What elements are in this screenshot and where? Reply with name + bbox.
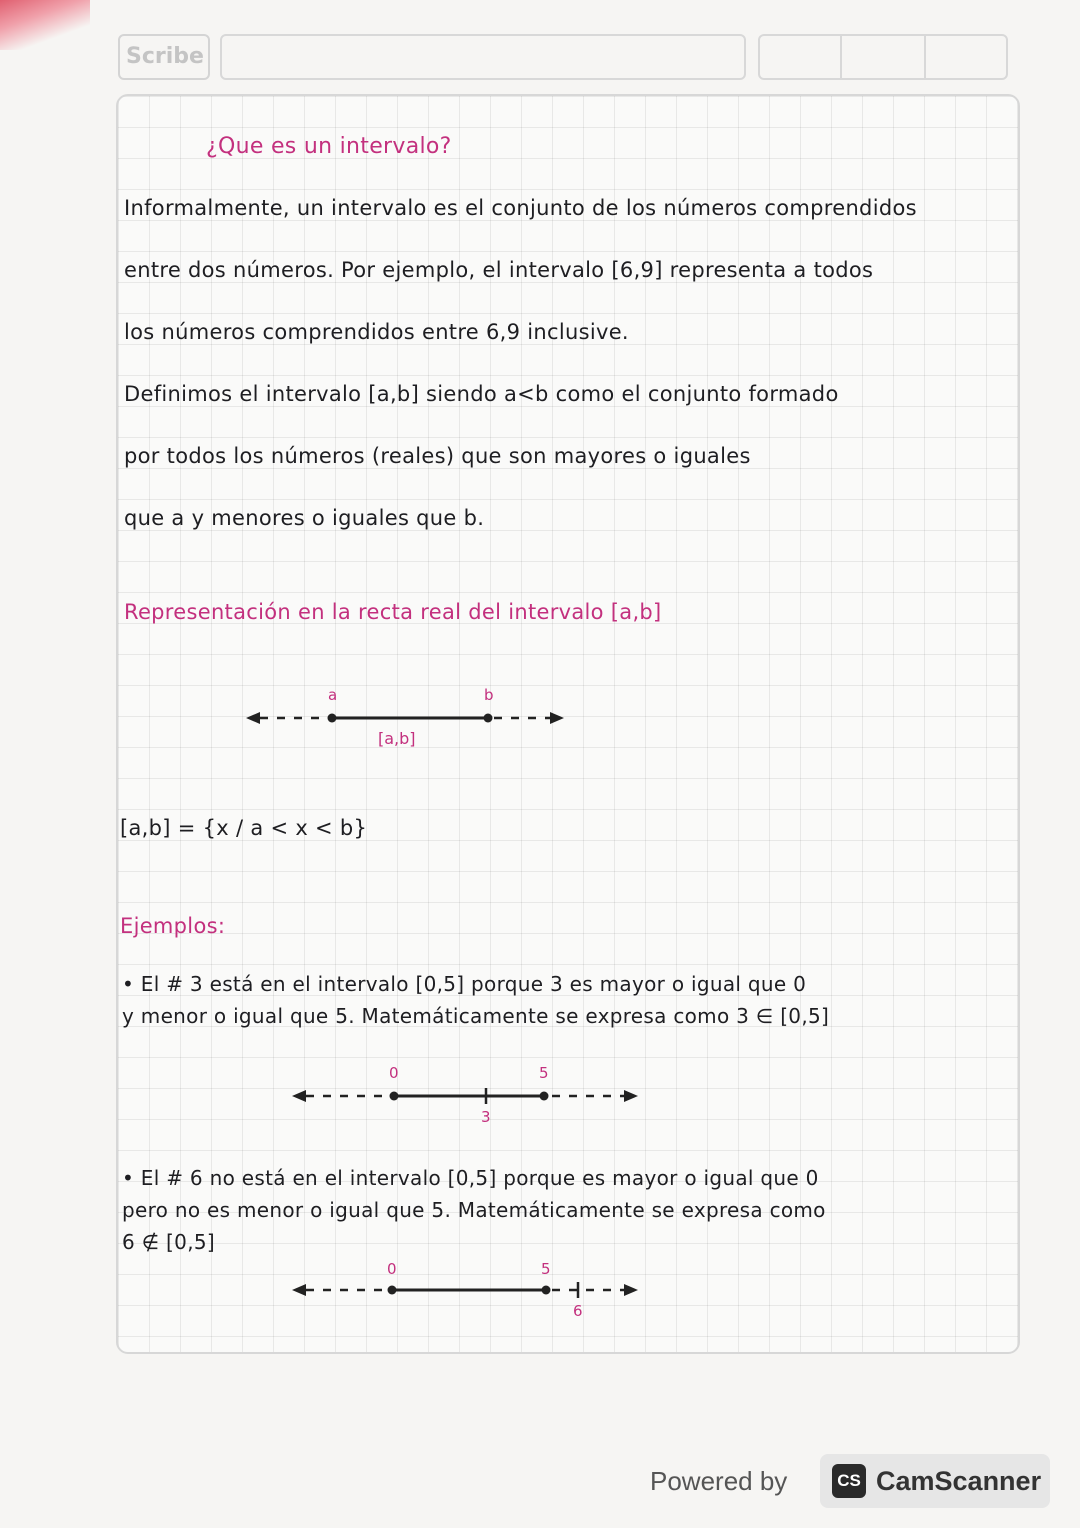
number-line-example2 (290, 1256, 650, 1328)
label-5: 5 (541, 1260, 551, 1278)
label-6: 6 (573, 1302, 583, 1320)
label-5: 5 (539, 1064, 549, 1082)
label-0: 0 (389, 1064, 399, 1082)
label-3: 3 (481, 1108, 491, 1126)
paragraph2-line2: por todos los números (reales) que son mayores o iguales (124, 444, 751, 468)
camscanner-logo-icon: CS (832, 1464, 866, 1498)
example2-line3: 6 ∉ [0,5] (122, 1230, 215, 1254)
title-field (220, 34, 746, 80)
camscanner-badge (820, 1454, 1050, 1508)
corner-decoration (0, 0, 90, 50)
date-field (758, 34, 1008, 80)
label-a: a (328, 686, 338, 704)
brand-logo: Scribe (118, 34, 210, 80)
label-interval: [a,b] (378, 729, 416, 748)
paragraph1-line3: los números comprendidos entre 6,9 inclusive. (124, 320, 629, 344)
examples-title: Ejemplos: (120, 914, 226, 938)
example1-line1: • El # 3 está en el intervalo [0,5] porque 3 es mayor o igual que 0 (122, 972, 807, 996)
notebook-page (116, 94, 1020, 1354)
paragraph2-line3: que a y menores o iguales que b. (124, 506, 485, 530)
label-0: 0 (387, 1260, 397, 1278)
paragraph2-line1: Definimos el intervalo [a,b] siendo a<b como el conjunto formado (124, 382, 839, 406)
paragraph1-line2: entre dos números. Por ejemplo, el intervalo [6,9] representa a todos (124, 258, 874, 282)
paragraph1-line1: Informalmente, un intervalo es el conjunto de los números comprendidos (124, 196, 917, 220)
number-line-ab (244, 676, 574, 746)
example2-line2: pero no es menor o igual que 5. Matemáticamente se expresa como (122, 1198, 826, 1222)
example2-line1: • El # 6 no está en el intervalo [0,5] porque es mayor o igual que 0 (122, 1166, 819, 1190)
label-b: b (484, 686, 494, 704)
camscanner-watermark (650, 1454, 1050, 1508)
powered-by-text: Powered by (650, 1466, 788, 1496)
set-notation: [a,b] = {x / a < x < b} (120, 816, 368, 840)
example1-line2: y menor o igual que 5. Matemáticamente se expresa como 3 ∈ [0,5] (122, 1004, 830, 1028)
page-header (118, 34, 1008, 80)
number-line-example1 (290, 1058, 650, 1128)
representation-title: Representación en la recta real del intervalo [a,b] (124, 600, 662, 624)
page-title: ¿Que es un intervalo? (206, 134, 452, 159)
camscanner-brand: CamScanner (876, 1466, 1042, 1496)
